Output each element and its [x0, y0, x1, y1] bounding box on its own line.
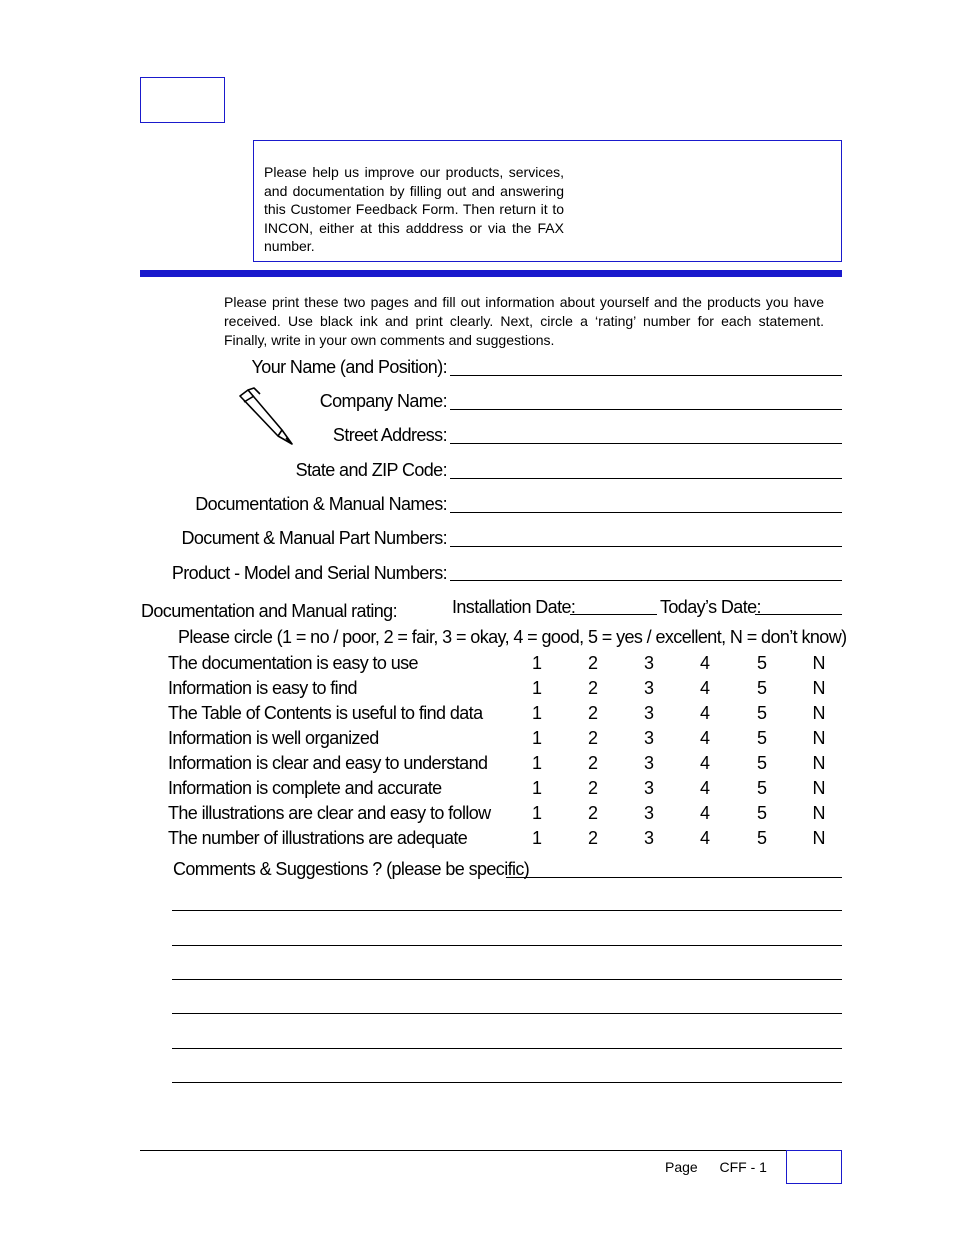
rating-option-2[interactable]: 2 — [587, 778, 598, 798]
statement-text: Information is easy to find — [168, 678, 357, 698]
rating-option-3[interactable]: 3 — [643, 653, 654, 673]
comments-line[interactable] — [172, 1013, 842, 1014]
rating-option-n[interactable]: N — [812, 728, 826, 748]
rating-option-5[interactable]: 5 — [756, 778, 767, 798]
rating-option-5[interactable]: 5 — [756, 803, 767, 823]
comments-line[interactable] — [172, 979, 842, 980]
rating-option-3[interactable]: 3 — [643, 728, 654, 748]
rating-option-4[interactable]: 4 — [699, 828, 710, 848]
rating-option-n[interactable]: N — [812, 653, 826, 673]
rating-option-4[interactable]: 4 — [699, 703, 710, 723]
rating-option-5[interactable]: 5 — [756, 678, 767, 698]
rating-option-1[interactable]: 1 — [531, 828, 542, 848]
rating-option-n[interactable]: N — [812, 778, 826, 798]
field-line-street[interactable] — [450, 443, 842, 444]
installation-date-line[interactable] — [570, 614, 657, 615]
rating-option-5[interactable]: 5 — [756, 653, 767, 673]
comments-label: Comments & Suggestions ? (please be specific) — [173, 859, 530, 879]
rating-option-5[interactable]: 5 — [756, 703, 767, 723]
instructions-text: Please print these two pages and fill out information about yourself and the products you have received. Use black ink and print clearly. Next, circle a ‘rating’ number for each statement. Finally, write in your own comments and suggestions. — [224, 294, 824, 348]
rating-option-4[interactable]: 4 — [699, 678, 710, 698]
rating-option-2[interactable]: 2 — [587, 753, 598, 773]
rating-option-2[interactable]: 2 — [587, 828, 598, 848]
field-line-model-serial[interactable] — [450, 580, 842, 581]
todays-date-label: Today’s Date: — [660, 597, 761, 617]
intro-box — [253, 140, 842, 262]
comments-line[interactable] — [172, 945, 842, 946]
rating-option-n[interactable]: N — [812, 753, 826, 773]
rating-option-4[interactable]: 4 — [699, 728, 710, 748]
rating-option-3[interactable]: 3 — [643, 828, 654, 848]
field-label-name: Your Name (and Position): — [251, 357, 447, 377]
rating-option-3[interactable]: 3 — [643, 753, 654, 773]
statement-text: Information is clear and easy to understand — [168, 753, 488, 773]
rating-option-1[interactable]: 1 — [531, 653, 542, 673]
intro-text: Please help us improve our products, services, and documentation by filling out and answering this Customer Feedback Form. Then return it to INCON, either at this adddress or via the FAX number. — [264, 164, 564, 254]
page-footer — [665, 1159, 767, 1175]
rating-option-5[interactable]: 5 — [756, 753, 767, 773]
statement-text: Information is well organized — [168, 728, 379, 748]
rating-option-3[interactable]: 3 — [643, 778, 654, 798]
rating-option-4[interactable]: 4 — [699, 778, 710, 798]
field-label-model-serial: Product - Model and Serial Numbers: — [171, 563, 447, 583]
field-label-state-zip: State and ZIP Code: — [295, 460, 447, 480]
rating-option-3[interactable]: 3 — [643, 803, 654, 823]
rating-option-3[interactable]: 3 — [643, 678, 654, 698]
rating-option-5[interactable]: 5 — [756, 828, 767, 848]
field-label-part-numbers: Document & Manual Part Numbers: — [181, 528, 447, 548]
field-label-company: Company Name: — [319, 391, 447, 411]
statement-text: The illustrations are clear and easy to follow — [168, 803, 491, 823]
todays-date-line[interactable] — [755, 614, 842, 615]
field-label-doc-names: Documentation & Manual Names: — [195, 494, 447, 514]
rating-option-1[interactable]: 1 — [531, 753, 542, 773]
field-line-doc-names[interactable] — [450, 512, 842, 513]
rating-option-5[interactable]: 5 — [756, 728, 767, 748]
rating-option-n[interactable]: N — [812, 678, 826, 698]
field-line-name[interactable] — [450, 375, 842, 376]
header-tab-box — [140, 77, 225, 123]
rating-option-2[interactable]: 2 — [587, 728, 598, 748]
rating-option-n[interactable]: N — [812, 828, 826, 848]
statement-text: The documentation is easy to use — [168, 653, 418, 673]
rating-option-n[interactable]: N — [812, 803, 826, 823]
comments-line[interactable] — [172, 1048, 842, 1049]
field-line-state-zip[interactable] — [450, 478, 842, 479]
field-label-street: Street Address: — [332, 425, 447, 445]
comments-line[interactable] — [506, 877, 842, 878]
pen-icon — [234, 386, 298, 448]
field-line-part-numbers[interactable] — [450, 546, 842, 547]
page-label: Page — [665, 1159, 698, 1175]
rating-option-2[interactable]: 2 — [587, 678, 598, 698]
rating-option-1[interactable]: 1 — [531, 803, 542, 823]
rating-option-2[interactable]: 2 — [587, 653, 598, 673]
footer-rule — [140, 1150, 842, 1151]
rating-option-2[interactable]: 2 — [587, 803, 598, 823]
rating-option-4[interactable]: 4 — [699, 753, 710, 773]
rating-option-2[interactable]: 2 — [587, 703, 598, 723]
field-line-company[interactable] — [450, 409, 842, 410]
page-number: CFF - 1 — [719, 1159, 767, 1175]
statement-text: Information is complete and accurate — [168, 778, 442, 798]
rating-option-4[interactable]: 4 — [699, 653, 710, 673]
rating-option-n[interactable]: N — [812, 703, 826, 723]
comments-line[interactable] — [172, 1082, 842, 1083]
rating-option-1[interactable]: 1 — [531, 678, 542, 698]
statement-text: The number of illustrations are adequate — [168, 828, 468, 848]
rating-option-1[interactable]: 1 — [531, 728, 542, 748]
rating-title: Documentation and Manual rating: — [141, 601, 397, 621]
comments-line[interactable] — [172, 910, 842, 911]
footer-tab-box — [786, 1150, 842, 1184]
blue-divider-bar — [140, 270, 842, 277]
rating-option-1[interactable]: 1 — [531, 703, 542, 723]
rating-option-3[interactable]: 3 — [643, 703, 654, 723]
rating-option-1[interactable]: 1 — [531, 778, 542, 798]
rating-scale-instructions: Please circle (1 = no / poor, 2 = fair, 3 = okay, 4 = good, 5 = yes / excellent, N = don’t know) — [178, 627, 847, 647]
statement-text: The Table of Contents is useful to find data — [168, 703, 483, 723]
rating-option-4[interactable]: 4 — [699, 803, 710, 823]
installation-date-label: Installation Date: — [452, 597, 576, 617]
